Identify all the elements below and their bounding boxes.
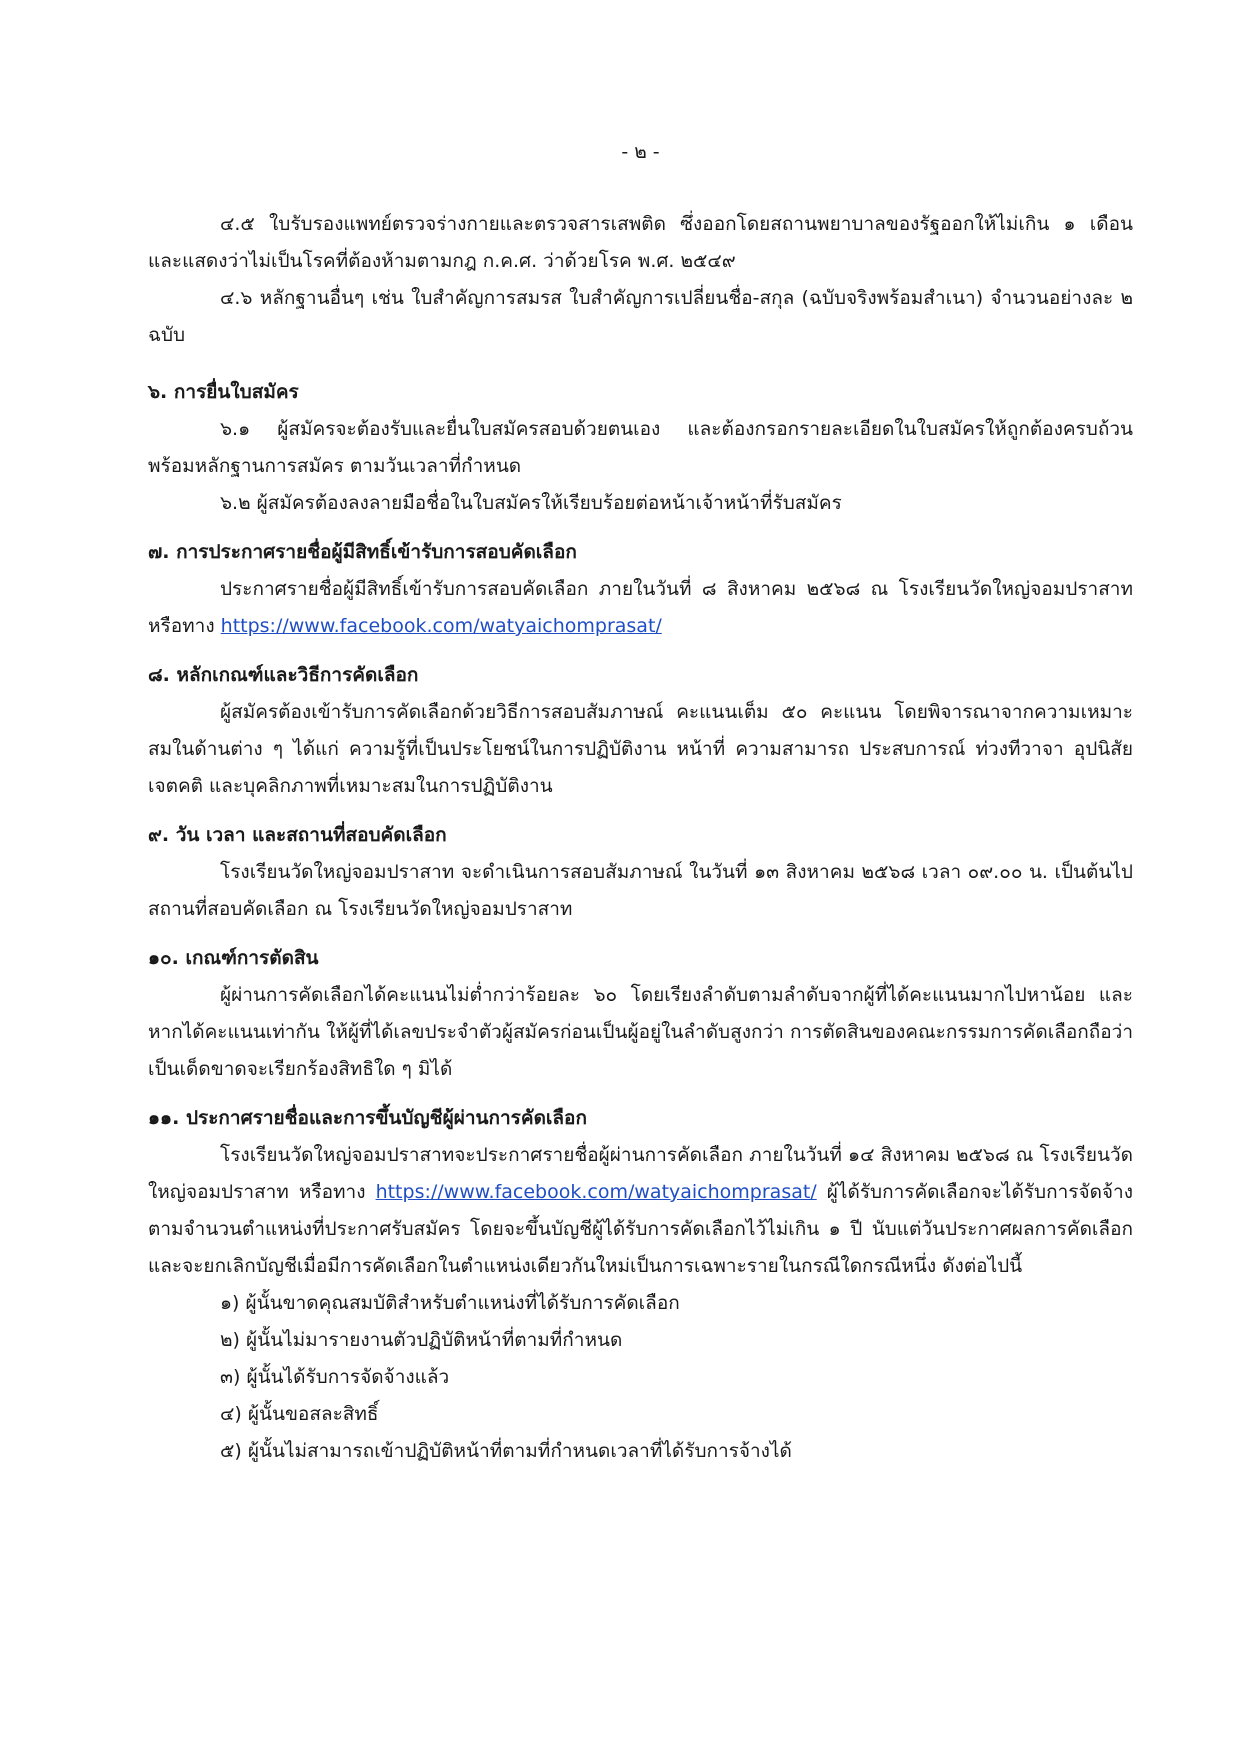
section-8-body: ผู้สมัครต้องเข้ารับการคัดเลือกด้วยวิธีการสอบสัมภาษณ์ คะแนนเต็ม ๕๐ คะแนน โดยพิจารณาจากความเหมาะสมในด้านต่าง ๆ ได้แก่ ความรู้ที่เป็นประโยชน์ในการปฏิบัติงาน หน้าที่ ความสามารถ ประสบการณ์ ท่วงทีวาจา อุปนิสัย เจตคติ และบุคลิกภาพที่เหมาะสมในการปฏิบัติงาน (148, 701, 1133, 797)
list-item: ๑) ผู้นั้นขาดคุณสมบัติสำหรับตำแหน่งที่ได้รับการคัดเลือก (220, 1292, 680, 1314)
section-7-text: ประกาศรายชื่อผู้มีสิทธิ์เข้ารับการสอบคัดเลือก ภายในวันที่ ๘ สิงหาคม ๒๕๖๘ ณ โรงเรียนวัดใหญ่จอมปราสาท หรือทาง (148, 578, 1133, 637)
list-item: ๓) ผู้นั้นได้รับการจัดจ้างแล้ว (220, 1366, 450, 1388)
section-11-text-before: โรงเรียนวัดใหญ่จอมปราสาทจะประกาศรายชื่อผู้ผ่านการคัดเลือก ภายในวันที่ ๑๔ สิงหาคม ๒๕๖๘ ณ โรงเรียนวัดใหญ่จอมปราสาท หรือทาง (148, 1144, 1133, 1203)
section-8-heading: ๘. หลักเกณฑ์และวิธีการคัดเลือก (148, 664, 419, 686)
list-item: ๕) ผู้นั้นไม่สามารถเข้าปฏิบัติหน้าที่ตามที่กำหนดเวลาที่ได้รับการจ้างได้ (220, 1440, 792, 1462)
section-11-heading: ๑๑. ประกาศรายชื่อและการขึ้นบัญชีผู้ผ่านการคัดเลือก (148, 1107, 587, 1129)
document-page (148, 138, 1133, 1470)
section-11-body (148, 1137, 1133, 1285)
section-9-body: โรงเรียนวัดใหญ่จอมปราสาท จะดำเนินการสอบสัมภาษณ์ ในวันที่ ๑๓ สิงหาคม ๒๕๖๘ เวลา ๐๙.๐๐ น. เป็นต้นไป สถานที่สอบคัดเลือก ณ โรงเรียนวัดใหญ่จอมปราสาท (148, 861, 1133, 920)
section-6-heading: ๖. การยื่นใบสมัคร (148, 381, 299, 403)
facebook-link[interactable]: https://www.facebook.com/watyaichomprasat/ (220, 615, 662, 637)
paragraph-4-5: ๔.๕ ใบรับรองแพทย์ตรวจร่างกายและตรวจสารเสพติด ซึ่งออกโดยสถานพยาบาลของรัฐออกให้ไม่เกิน ๑ เดือน และแสดงว่าไม่เป็นโรคที่ต้องห้ามตามกฎ ก.ค.ศ. ว่าด้วยโรค พ.ศ. ๒๕๔๙ (148, 213, 1133, 272)
section-7-heading: ๗. การประกาศรายชื่อผู้มีสิทธิ์เข้ารับการสอบคัดเลือก (148, 541, 577, 563)
facebook-link[interactable]: https://www.facebook.com/watyaichomprasat/ (375, 1181, 817, 1203)
page-number: - ๒ - (621, 141, 660, 163)
section-7-body (148, 571, 1133, 645)
paragraph-6-1: ๖.๑ ผู้สมัครจะต้องรับและยื่นใบสมัครสอบด้วยตนเอง และต้องกรอกรายละเอียดในใบสมัครให้ถูกต้องครบถ้วน พร้อมหลักฐานการสมัคร ตามวันเวลาที่กำหนด (148, 418, 1133, 477)
section-11-text-after: ผู้ได้รับการคัดเลือกจะได้รับการจัดจ้างตามจำนวนตำแหน่งที่ประกาศรับสมัคร โดยจะขึ้นบัญชีผู้ได้รับการคัดเลือกไว้ไม่เกิน ๑ ปี นับแต่วันประกาศผลการคัดเลือก และจะยกเลิกบัญชีเมื่อมีการคัดเลือกในตำแหน่งเดียวกันใหม่เป็นการเฉพาะรายในกรณีใดกรณีหนึ่ง ดังต่อไปนี้ (148, 1181, 1133, 1277)
list-item: ๔) ผู้นั้นขอสละสิทธิ์ (220, 1403, 379, 1425)
paragraph-6-2: ๖.๒ ผู้สมัครต้องลงลายมือชื่อในใบสมัครให้เรียบร้อยต่อหน้าเจ้าหน้าที่รับสมัคร (220, 492, 842, 514)
section-9-heading: ๙. วัน เวลา และสถานที่สอบคัดเลือก (148, 824, 447, 846)
paragraph-4-6: ๔.๖ หลักฐานอื่นๆ เช่น ใบสำคัญการสมรส ใบสำคัญการเปลี่ยนชื่อ-สกุล (ฉบับจริงพร้อมสำเนา) จำนวนอย่างละ ๒ ฉบับ (148, 287, 1133, 346)
section-10-heading: ๑๐. เกณฑ์การตัดสิน (148, 947, 319, 969)
section-10-body: ผู้ผ่านการคัดเลือกได้คะแนนไม่ต่ำกว่าร้อยละ ๖๐ โดยเรียงลำดับตามลำดับจากผู้ที่ได้คะแนนมากไปหาน้อย และหากได้คะแนนเท่ากัน ให้ผู้ที่ได้เลขประจำตัวผู้สมัครก่อนเป็นผู้อยู่ในลำดับสูงกว่า การตัดสินของคณะกรรมการคัดเลือกถือว่าเป็นเด็ดขาดจะเรียกร้องสิทธิใด ๆ มิได้ (148, 984, 1133, 1080)
list-item: ๒) ผู้นั้นไม่มารายงานตัวปฏิบัติหน้าที่ตามที่กำหนด (220, 1329, 623, 1351)
